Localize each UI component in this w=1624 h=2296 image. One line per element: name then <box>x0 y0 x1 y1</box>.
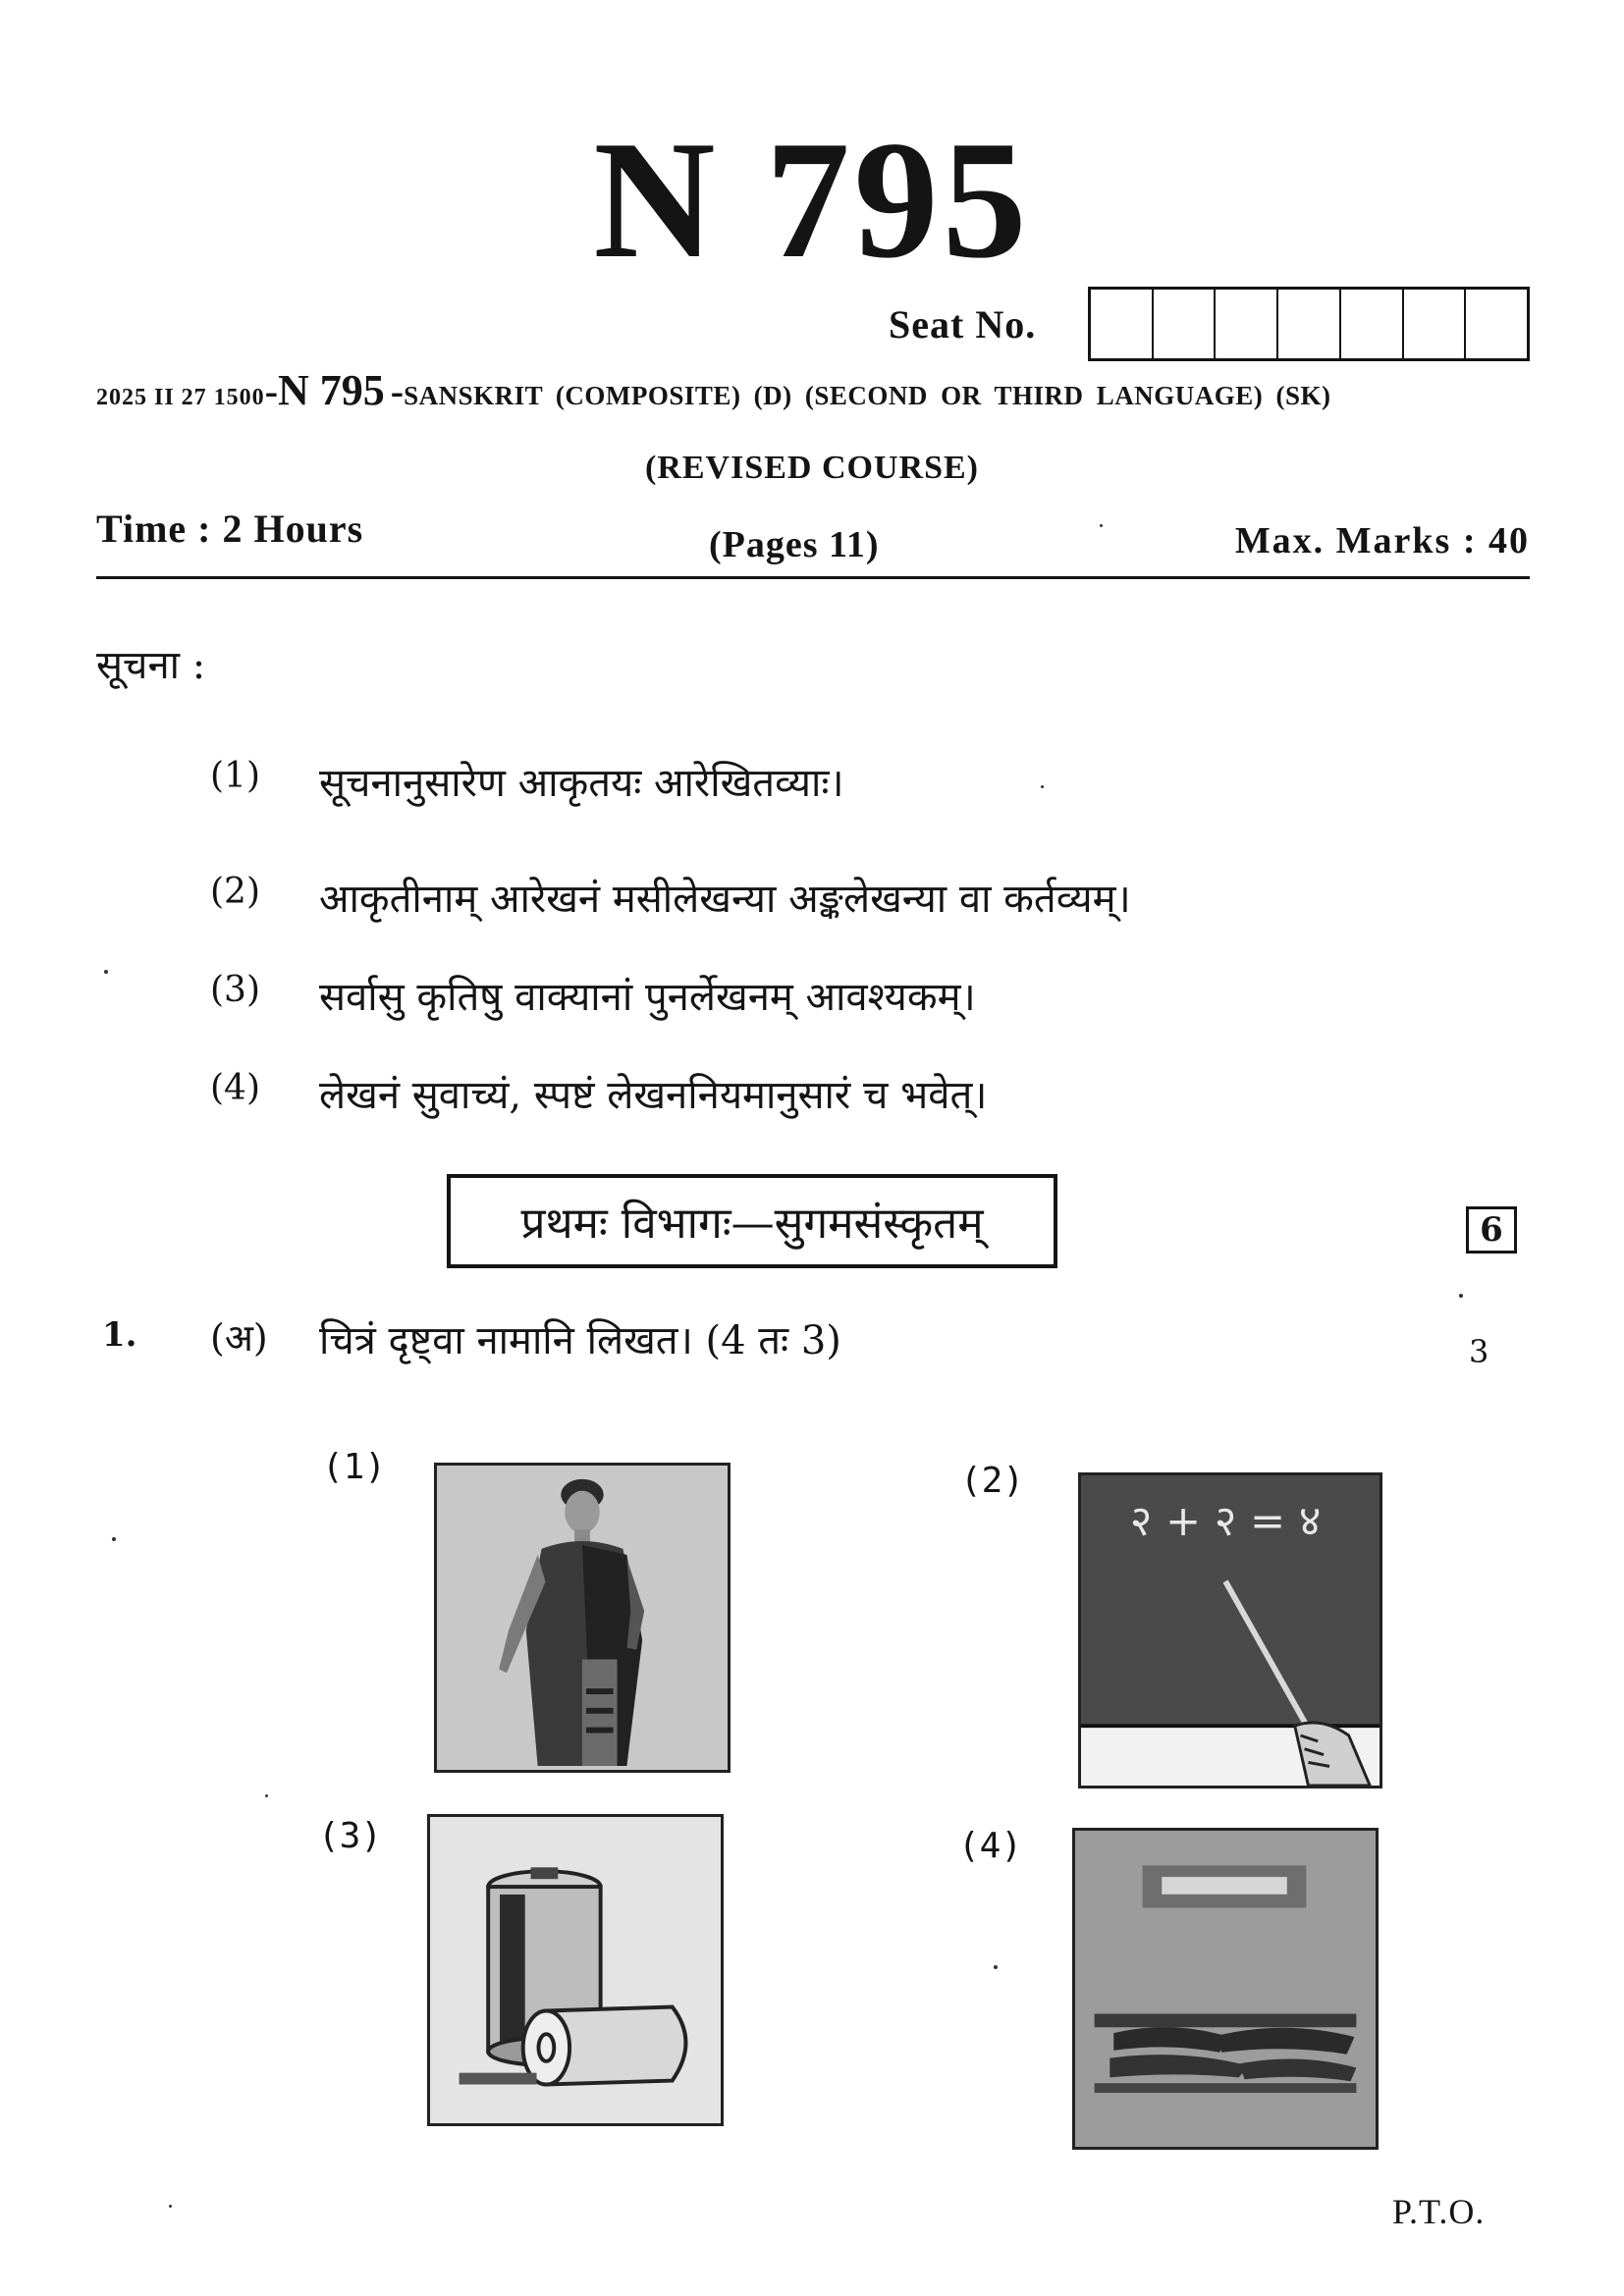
picture-label: (2) <box>960 1461 1025 1501</box>
instruction-text: सर्वासु कृतिषु वाक्यानां पुनर्लेखनम् आवश्यकम्। <box>319 975 976 1020</box>
instruction-number: (2) <box>210 872 260 912</box>
question-subpart: (अ) <box>210 1316 268 1360</box>
blackboard-picture <box>1078 1472 1382 1789</box>
scan-speck <box>112 1537 116 1541</box>
battery-cells-picture <box>427 1814 724 2126</box>
section-marks: 6 <box>1480 1210 1503 1250</box>
scan-speck <box>994 1965 998 1969</box>
seat-box[interactable] <box>1341 290 1404 358</box>
scan-speck <box>1459 1294 1463 1298</box>
instruction-number: (3) <box>210 970 260 1010</box>
seat-box[interactable] <box>1404 290 1467 358</box>
time-allowed: Time : 2 Hours <box>96 507 364 551</box>
question-marks: 3 <box>1469 1333 1489 1370</box>
scan-speck <box>265 1794 268 1797</box>
seat-number-label: Seat No. <box>889 302 1037 347</box>
course-label: (REVISED COURSE) <box>645 450 979 486</box>
instruction-text: सूचनानुसारेण आकृतयः आरेखितव्याः। <box>319 761 844 806</box>
picture-label: (4) <box>958 1826 1023 1866</box>
paper-info-line <box>96 365 1530 415</box>
scan-speck <box>104 970 108 974</box>
section-title: प्रथमः विभागः—सुगमसंस्कृतम् <box>520 1199 984 1249</box>
please-turn-over: P.T.O. <box>1392 2192 1486 2231</box>
date-code: 2025 II 27 1500 <box>96 385 265 410</box>
question-number: 1. <box>102 1315 137 1355</box>
max-marks: Max. Marks : 40 <box>1234 520 1530 561</box>
seat-box[interactable] <box>1091 290 1154 358</box>
seat-box[interactable] <box>1154 290 1217 358</box>
paper-code-title: N 795 <box>593 107 1031 294</box>
separator-dash: - <box>264 369 279 413</box>
picture-label: (3) <box>318 1816 383 1856</box>
scan-speck <box>1100 524 1103 527</box>
header-divider <box>96 576 1530 579</box>
instruction-text: आकृतीनाम् आरेखनं मसीलेखन्या अङ्कलेखन्या वा कर्तव्यम्। <box>319 877 1131 922</box>
woman-in-saree-picture <box>434 1463 731 1773</box>
section-title-box <box>447 1174 1057 1268</box>
instructions-heading: सूचना : <box>96 643 206 688</box>
scan-speck <box>1041 785 1044 788</box>
instruction-number: (4) <box>210 1068 260 1108</box>
seat-box[interactable] <box>1278 290 1341 358</box>
seat-box[interactable] <box>1216 290 1278 358</box>
seat-number-boxes <box>1088 287 1530 361</box>
shoe-rack-picture <box>1072 1828 1379 2150</box>
picture-label: (1) <box>322 1447 387 1487</box>
scan-speck <box>169 2205 172 2208</box>
blackboard-equation: २ + २ = ४ <box>1129 1496 1322 1546</box>
page-count: (Pages 11) <box>709 524 880 565</box>
separator-dash: - <box>390 369 405 413</box>
question-text: चित्रं दृष्ट्वा नामानि लिखत। (4 तः 3) <box>319 1318 841 1363</box>
section-marks-box <box>1466 1206 1517 1254</box>
seat-box[interactable] <box>1466 290 1527 358</box>
instruction-text: लेखनं सुवाच्यं, स्पष्टं लेखननियमानुसारं च भवेत्। <box>319 1073 988 1118</box>
subject-name: SANSKRIT (COMPOSITE) (D) (SECOND OR THIRD LANGUAGE) (SK) <box>404 381 1331 410</box>
instruction-number: (1) <box>210 756 260 796</box>
inline-paper-code: N 795 <box>278 366 385 414</box>
